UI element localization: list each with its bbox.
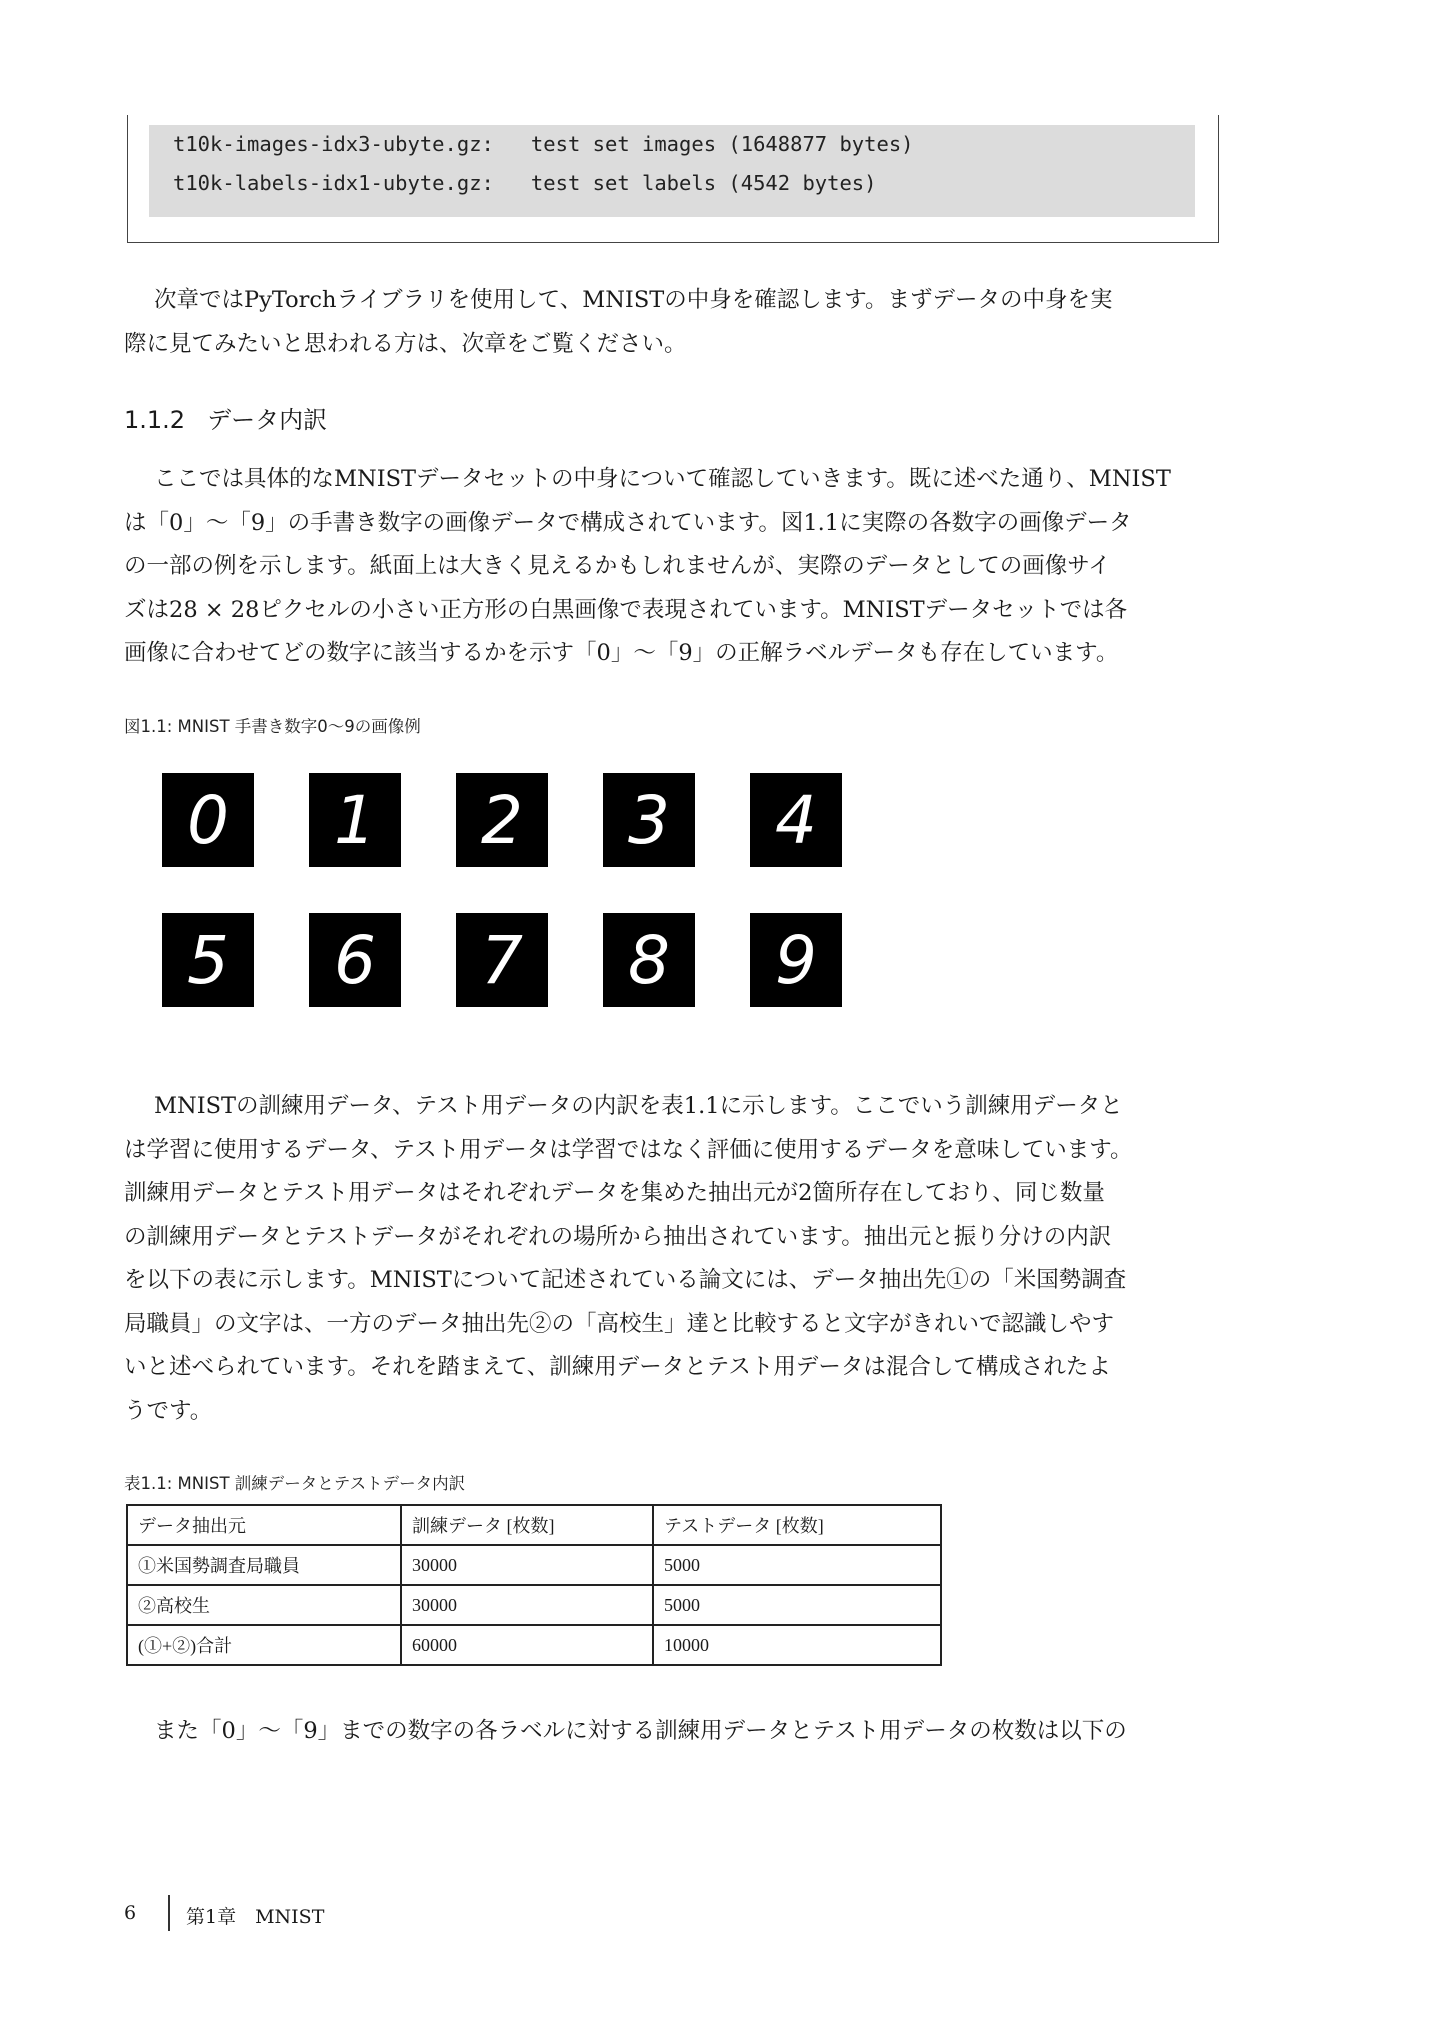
- text-line: の訓練用データとテストデータがそれぞれの場所から抽出されています。抽出元と振り分けの内訳: [124, 1223, 1112, 1250]
- paragraph-3: [124, 1710, 1220, 1754]
- table-header-cell: データ抽出元: [127, 1505, 401, 1545]
- code-line-1: t10k-images-idx3-ubyte.gz: test set images (1648877 bytes): [173, 132, 914, 156]
- digit-image-2: 2: [456, 773, 548, 867]
- text-line: は学習に使用するデータ、テスト用データは学習ではなく評価に使用するデータを意味しています。: [124, 1136, 1133, 1163]
- digit-image-grid: [162, 773, 848, 1013]
- intro-paragraph: [124, 279, 1220, 366]
- table-cell: 10000: [653, 1625, 941, 1665]
- page-number: 6: [124, 1902, 137, 1924]
- digit-image-4: 4: [750, 773, 842, 867]
- digit-image-8: 8: [603, 913, 695, 1007]
- table-cell: 30000: [401, 1585, 653, 1625]
- text-line: ズは28 × 28ピクセルの小さい正方形の白黒画像で表現されています。MNISTデータセットでは各: [124, 596, 1128, 623]
- table-caption: 表1.1: MNIST 訓練データとテストデータ内訳: [124, 1474, 466, 1493]
- digit-image-6: 6: [309, 913, 401, 1007]
- text-line: また「0」〜「9」までの数字の各ラベルに対する訓練用データとテスト用データの枚数は以下の: [154, 1718, 1127, 1744]
- paragraph-1: [124, 458, 1220, 676]
- section-heading: [124, 400, 327, 435]
- code-line-2: t10k-labels-idx1-ubyte.gz: test set labels (4542 bytes): [173, 171, 877, 195]
- table-row: [127, 1625, 941, 1665]
- text-line: 訓練用データとテスト用データはそれぞれデータを集めた抽出元が2箇所存在しており、同じ数量: [124, 1180, 1105, 1206]
- table-cell: 60000: [401, 1625, 653, 1665]
- table-header-cell: 訓練データ [枚数]: [401, 1505, 653, 1545]
- section-number: 1.1.2: [124, 406, 186, 434]
- text-line: 画像に合わせてどの数字に該当するかを示す「0」〜「9」の正解ラベルデータも存在しています。: [124, 640, 1119, 666]
- text-line: うです。: [124, 1397, 213, 1424]
- figure-caption: 図1.1: MNIST 手書き数字0〜9の画像例: [124, 717, 421, 736]
- paragraph-2: [124, 1085, 1220, 1433]
- text-line: いと述べられています。それを踏まえて、訓練用データとテスト用データは混合して構成されたよ: [124, 1354, 1111, 1380]
- table-header-cell: テストデータ [枚数]: [653, 1505, 941, 1545]
- table-cell: 5000: [653, 1585, 941, 1625]
- section-title: データ内訳: [207, 406, 328, 434]
- table-cell: ①米国勢調査局職員: [127, 1545, 401, 1585]
- digit-image-5: 5: [162, 913, 254, 1007]
- digit-image-1: 1: [309, 773, 401, 867]
- text-line: 際に見てみたいと思われる方は、次章をご覧ください。: [124, 330, 687, 357]
- digit-image-0: 0: [162, 773, 254, 867]
- table-cell: (①+②)合計: [127, 1625, 401, 1665]
- text-line: の一部の例を示します。紙面上は大きく見えるかもしれませんが、実際のデータとしての画像サイ: [124, 553, 1111, 579]
- text-line: 局職員」の文字は、一方のデータ抽出先②の「高校生」達と比較すると文字がきれいで認識しやす: [124, 1310, 1115, 1337]
- text-line: は「0」〜「9」の手書き数字の画像データで構成されています。図1.1に実際の各数字の画像データ: [124, 509, 1132, 536]
- footer-divider: [168, 1895, 170, 1931]
- table-cell: ②高校生: [127, 1585, 401, 1625]
- table-row: [127, 1585, 941, 1625]
- text-line: MNISTの訓練用データ、テスト用データの内訳を表1.1に示します。ここでいう訓練用データと: [154, 1093, 1123, 1119]
- digit-image-7: 7: [456, 913, 548, 1007]
- digit-image-3: 3: [603, 773, 695, 867]
- table-header-row: [127, 1505, 941, 1545]
- table-row: [127, 1545, 941, 1585]
- chapter-label: 第1章 MNIST: [186, 1906, 325, 1928]
- text-line: ここでは具体的なMNISTデータセットの中身について確認していきます。既に述べた通り、MNIST: [154, 466, 1171, 492]
- text-line: を以下の表に示します。MNISTについて記述されている論文には、データ抽出先①の「米国勢調査: [124, 1267, 1127, 1293]
- table-cell: 5000: [653, 1545, 941, 1585]
- text-line: 次章ではPyTorchライブラリを使用して、MNISTの中身を確認します。まずデータの中身を実: [154, 287, 1113, 313]
- digit-image-9: 9: [750, 913, 842, 1007]
- table-cell: 30000: [401, 1545, 653, 1585]
- data-breakdown-table: [126, 1504, 942, 1666]
